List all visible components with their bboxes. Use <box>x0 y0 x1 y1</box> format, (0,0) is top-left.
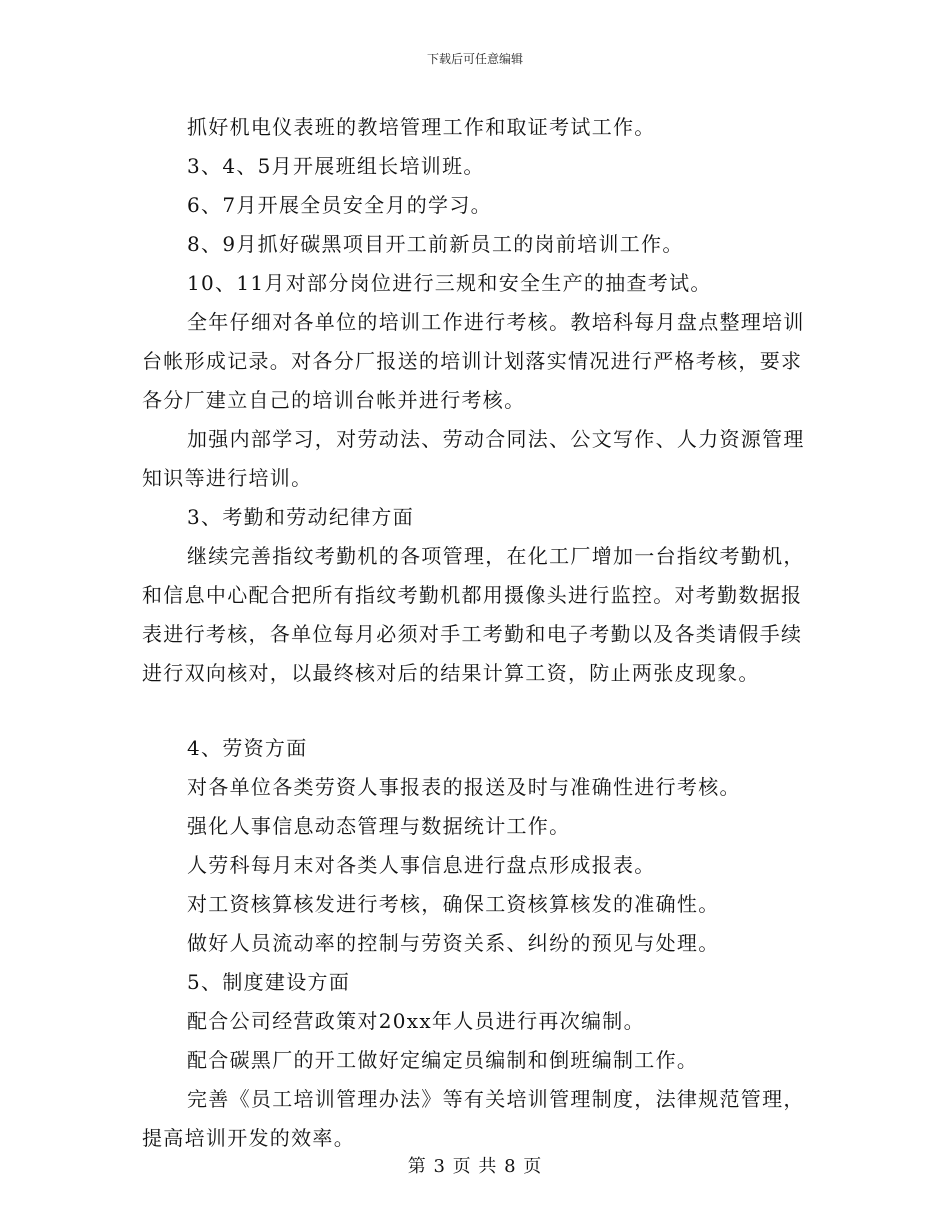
paragraph-annual-assessment: 全年仔细对各单位的培训工作进行考核。教培科每月盘点整理培训台帐形成记录。对各分厂报送的培训计划落实情况进行严格考核，要求各分厂建立自己的培训台帐并进行考核。 <box>142 310 805 412</box>
paragraph-safety-month: 6、7月开展全员安全月的学习。 <box>187 193 492 217</box>
paragraph-labor-reports: 对各单位各类劳资人事报表的报送及时与准确性进行考核。 <box>187 775 741 799</box>
paragraph-internal-learning: 加强内部学习，对劳动法、劳动合同法、公文写作、人力资源管理知识等进行培训。 <box>142 427 805 490</box>
page-footer: 第 3 页 共 8 页 <box>407 1156 543 1177</box>
section-heading-labor: 4、劳资方面 <box>187 736 308 760</box>
paragraph-training-regulations: 完善《员工培训管理办法》等有关培训管理制度，法律规范管理，提高培训开发的效率。 <box>142 1087 805 1150</box>
section-heading-attendance: 3、考勤和劳动纪律方面 <box>187 505 415 529</box>
paragraph-personnel-info: 强化人事信息动态管理与数据统计工作。 <box>187 814 571 838</box>
paragraph-training-certification: 抓好机电仪表班的教培管理工作和取证考试工作。 <box>187 115 656 139</box>
paragraph-payroll-check: 对工资核算核发进行考核，确保工资核算核发的准确性。 <box>187 892 720 916</box>
section-heading-system: 5、制度建设方面 <box>187 970 351 994</box>
paragraph-gap <box>142 693 812 729</box>
page-header: 下载后可任意编辑 <box>426 52 523 66</box>
paragraph-staffing-plan: 配合公司经营政策对20xx年人员进行再次编制。 <box>187 1009 645 1033</box>
paragraph-team-leader-training: 3、4、5月开展班组长培训班。 <box>187 154 485 178</box>
paragraph-new-employee-training: 8、9月抓好碳黑项目开工前新员工的岗前培训工作。 <box>187 232 684 256</box>
paragraph-turnover-control: 做好人员流动率的控制与劳资关系、纠纷的预见与处理。 <box>187 931 720 955</box>
paragraph-monthly-inventory: 人劳科每月末对各类人事信息进行盘点形成报表。 <box>187 853 656 877</box>
document-body <box>142 108 812 1158</box>
paragraph-attendance-management: 继续完善指纹考勤机的各项管理，在化工厂增加一台指纹考勤机，和信息中心配合把所有指纹考勤机都用摄像头进行监控。对考勤数据报表进行考核，各单位每月必须对手工考勤和电子考勤以及各类请假手续进行双向核对，以最终核对后的结果计算工资，防止两张皮现象。 <box>142 544 805 685</box>
paragraph-spot-check-exam: 10、11月对部分岗位进行三规和安全生产的抽查考试。 <box>187 271 712 295</box>
paragraph-shift-staffing: 配合碳黑厂的开工做好定编定员编制和倒班编制工作。 <box>187 1048 699 1072</box>
